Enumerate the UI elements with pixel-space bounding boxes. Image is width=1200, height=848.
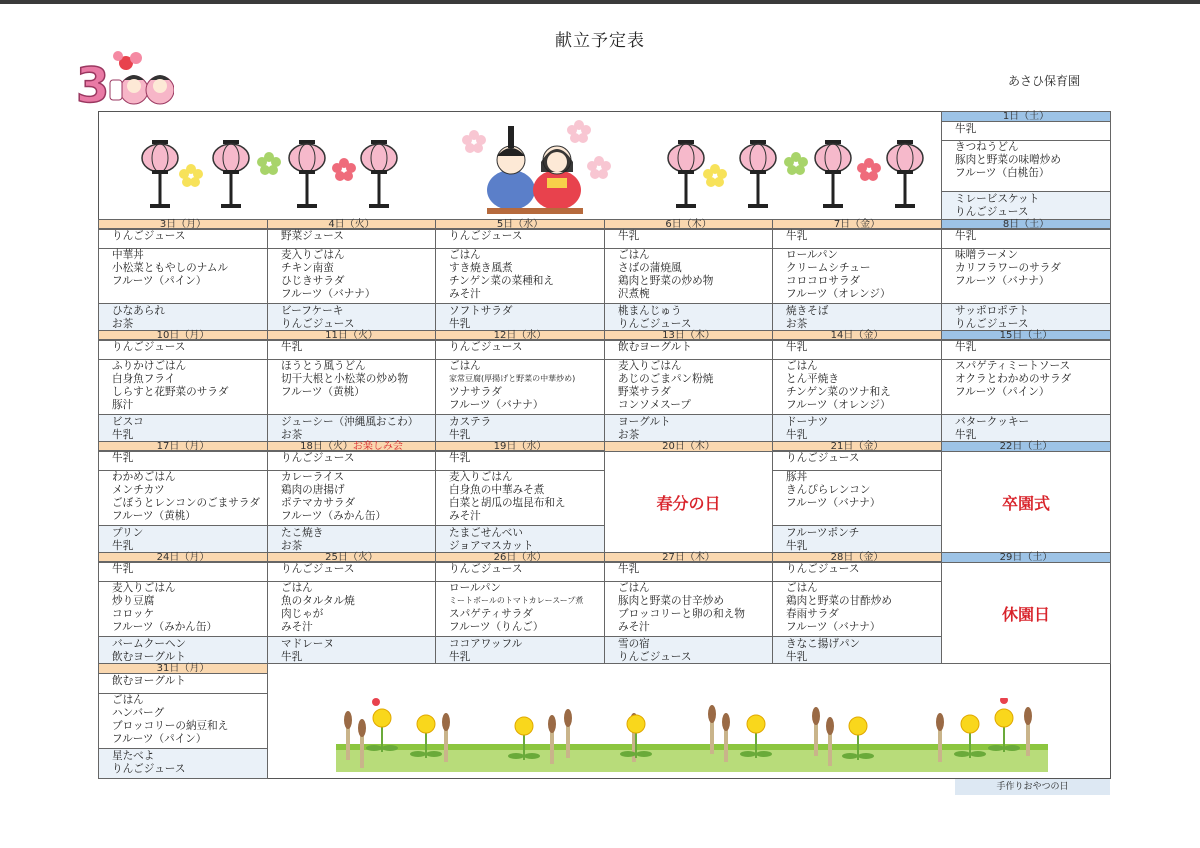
morning-drink: 野菜ジュース bbox=[281, 230, 344, 242]
snack-item: 牛乳 bbox=[112, 428, 134, 441]
lunch-item: 野菜サラダ bbox=[618, 386, 671, 398]
snack-item: 牛乳 bbox=[281, 650, 303, 663]
holiday-label: 卒園式 bbox=[1001, 494, 1050, 513]
lunch-item: フルーツ（バナナ） bbox=[786, 497, 881, 509]
lunch-item: きんぴらレンコン bbox=[786, 484, 871, 496]
morning-drink: りんごジュース bbox=[786, 452, 860, 464]
snack-item: りんごジュース bbox=[955, 205, 1029, 218]
lunch-item: スパゲティサラダ bbox=[449, 608, 533, 620]
lunch-item: オクラとわかめのサラダ bbox=[955, 373, 1072, 385]
lunch-item: 麦入りごはん bbox=[618, 360, 682, 372]
snack-item: お茶 bbox=[112, 317, 134, 330]
top-border bbox=[0, 0, 1200, 4]
snack-item: サッポロポテト bbox=[955, 305, 1029, 317]
snack-item: 牛乳 bbox=[786, 650, 808, 663]
hina-dolls-icon bbox=[487, 126, 583, 214]
lunch-item: 味噌ラーメン bbox=[955, 249, 1019, 261]
holiday-label: 春分の日 bbox=[656, 494, 721, 513]
morning-drink: 牛乳 bbox=[786, 230, 808, 242]
snack-item: ジョアマスカット bbox=[449, 539, 534, 552]
lunch-item: 白身魚フライ bbox=[112, 373, 176, 385]
lunch-item: フルーツ（りんご） bbox=[449, 621, 544, 633]
morning-drink: 牛乳 bbox=[618, 230, 640, 242]
day-header-d22: 22日（土） bbox=[941, 441, 1111, 452]
snack-item: りんごジュース bbox=[955, 317, 1029, 330]
lunch-item: ブロッコリーと卵の和え物 bbox=[618, 608, 745, 620]
snack-item: りんごジュース bbox=[112, 762, 186, 775]
snack-item: ココアワッフル bbox=[449, 638, 523, 650]
day-header-d31: 31日（月） bbox=[98, 663, 268, 674]
day-header-d7: 7日（金） bbox=[772, 219, 942, 230]
morning-drink: 飲むヨーグルト bbox=[112, 675, 186, 687]
holiday-cell-d29 bbox=[941, 562, 1111, 664]
lunch-item: ごはん bbox=[618, 249, 650, 261]
snack-item: 牛乳 bbox=[449, 317, 471, 330]
morning-drink: 牛乳 bbox=[112, 452, 134, 464]
day-header-d8: 8日（土） bbox=[941, 219, 1111, 230]
school-name: あさひ保育園 bbox=[1008, 74, 1081, 88]
lunch-item: フルーツ（黄桃） bbox=[281, 386, 365, 398]
day-header-d29: 29日（土） bbox=[941, 552, 1111, 563]
snack-item: お茶 bbox=[281, 539, 303, 552]
morning-drink: 牛乳 bbox=[786, 341, 808, 353]
snack-item: ヨーグルト bbox=[618, 416, 671, 428]
lunch-item: 鶏肉と野菜の甘酢炒め bbox=[786, 595, 892, 607]
lunch-item: 家常豆腐(厚揚げと野菜の中華炒め) bbox=[449, 374, 576, 383]
lunch-item: 豚丼 bbox=[786, 471, 808, 483]
lunch-item: 麦入りごはん bbox=[449, 471, 513, 483]
lunch-item: 肉じゃが bbox=[281, 608, 324, 620]
day-header-d21: 21日（金） bbox=[772, 441, 942, 452]
lunch-item: チンゲン菜のツナ和え bbox=[786, 386, 891, 398]
lunch-item: フルーツ（パイン） bbox=[112, 733, 207, 745]
lunch-item: カレーライス bbox=[281, 471, 345, 483]
lunch-item: とん平焼き bbox=[786, 373, 839, 385]
lunch-item: 中華丼 bbox=[112, 249, 144, 261]
morning-drink: 牛乳 bbox=[955, 341, 977, 353]
day-header-d6: 6日（木） bbox=[604, 219, 773, 230]
lunch-item: 炒り豆腐 bbox=[112, 595, 155, 607]
snack-item: 牛乳 bbox=[786, 539, 808, 552]
snack-item: 焼きそば bbox=[786, 305, 829, 317]
morning-drink: りんごジュース bbox=[281, 563, 355, 575]
day-header-d4: 4日（火） bbox=[267, 219, 436, 230]
morning-drink: りんごジュース bbox=[786, 563, 860, 575]
snack-item: カステラ bbox=[449, 416, 492, 428]
svg-text:3: 3 bbox=[76, 58, 110, 110]
lunch-item: ひじきサラダ bbox=[281, 275, 345, 287]
snack-item: バームクーヘン bbox=[112, 638, 187, 650]
lunch-item: フルーツ（パイン） bbox=[955, 386, 1050, 398]
lunch-item: ごはん bbox=[786, 360, 818, 372]
lunch-item: スパゲティミートソース bbox=[955, 360, 1071, 372]
morning-drink: りんごジュース bbox=[449, 230, 523, 242]
lunch-item: しらすと花野菜のサラダ bbox=[112, 386, 229, 398]
day-header-d5: 5日（水） bbox=[435, 219, 605, 230]
snack-item: ドーナツ bbox=[786, 416, 829, 428]
morning-drink: りんごジュース bbox=[112, 230, 186, 242]
morning-drink: りんごジュース bbox=[449, 563, 523, 575]
holiday-label: 休園日 bbox=[1001, 605, 1050, 624]
snack-item: ひなあられ bbox=[112, 305, 165, 317]
snack-item: 桃まんじゅう bbox=[618, 305, 682, 317]
lunch-item: コロコロサラダ bbox=[786, 275, 861, 287]
snack-item: プリン bbox=[112, 527, 144, 539]
day-header-d3: 3日（月） bbox=[98, 219, 268, 230]
day-header-d24: 24日（月） bbox=[98, 552, 268, 563]
snack-item: ミレービスケット bbox=[955, 193, 1040, 205]
lunch-item: 切干大根と小松菜の炒め物 bbox=[281, 373, 409, 385]
lunch-item: 白菜と胡瓜の塩昆布和え bbox=[449, 497, 566, 509]
day-header-d20: 20日（木） bbox=[604, 441, 773, 452]
lunch-item: 麦入りごはん bbox=[281, 249, 345, 261]
lunch-item: 沢煮椀 bbox=[618, 288, 650, 300]
day-header-d11: 11日（火） bbox=[267, 330, 436, 341]
lunch-item: すき焼き風煮 bbox=[449, 262, 513, 274]
lunch-item: ごはん bbox=[449, 360, 481, 372]
morning-drink: 飲むヨーグルト bbox=[618, 341, 692, 353]
lunch-item: きつねうどん bbox=[955, 141, 1019, 153]
lunch-item: ごはん bbox=[618, 582, 650, 594]
lunch-item: みそ汁 bbox=[281, 621, 313, 633]
day-header-d27: 27日（木） bbox=[604, 552, 773, 563]
lunch-item: ロールパン bbox=[786, 249, 839, 261]
lunch-item: フルーツ（みかん缶） bbox=[112, 621, 218, 633]
lunch-item: 豚肉と野菜の甘辛炒め bbox=[618, 595, 724, 607]
morning-drink: 牛乳 bbox=[112, 563, 134, 575]
day-header-d12: 12日（水） bbox=[435, 330, 605, 341]
snack-item: りんごジュース bbox=[618, 650, 692, 663]
snack-item: バタークッキー bbox=[955, 416, 1030, 428]
lunch-item: ハンバーグ bbox=[112, 707, 165, 719]
lunch-item: 豚肉と野菜の味噌炒め bbox=[955, 154, 1061, 166]
lunch-item: 麦入りごはん bbox=[112, 582, 176, 594]
day-header-d28: 28日（金） bbox=[772, 552, 942, 563]
decoration-banner bbox=[99, 112, 941, 218]
lunch-item: ブロッコリーの納豆和え bbox=[112, 720, 229, 732]
lunch-item: フルーツ（バナナ） bbox=[786, 621, 881, 633]
snack-item: お茶 bbox=[618, 428, 640, 441]
lunch-item: 魚のタルタル焼 bbox=[281, 595, 355, 607]
lunch-item: クリームシチュー bbox=[786, 262, 871, 274]
lunch-item: フルーツ（黄桃） bbox=[112, 510, 196, 522]
lunch-item: フルーツ（白桃缶） bbox=[955, 167, 1050, 179]
lunch-item: みそ汁 bbox=[449, 288, 481, 300]
day-header-d10: 10日（月） bbox=[98, 330, 268, 341]
lunch-item: ほうとう風うどん bbox=[281, 360, 366, 372]
snack-item: ジューシー（沖縄風おこわ） bbox=[281, 416, 419, 428]
lunch-item: ごはん bbox=[449, 249, 481, 261]
lunch-item: ミートボールのトマトカレースープ煮 bbox=[449, 596, 584, 605]
snack-item: お茶 bbox=[786, 317, 808, 330]
day-header-d26: 26日（水） bbox=[435, 552, 605, 563]
snack-item: 牛乳 bbox=[112, 539, 134, 552]
morning-drink: りんごジュース bbox=[449, 341, 523, 353]
lunch-item: あじのごまパン粉焼 bbox=[618, 373, 714, 385]
lunch-item: フルーツ（バナナ） bbox=[955, 275, 1050, 287]
lunch-item: ツナサラダ bbox=[449, 386, 502, 398]
lunch-item: コンソメスープ bbox=[618, 399, 691, 411]
lunch-item: ロールパン bbox=[449, 582, 502, 594]
morning-drink: 牛乳 bbox=[281, 341, 303, 353]
lunch-item: カリフラワーのサラダ bbox=[955, 262, 1061, 274]
lunch-item: ごはん bbox=[281, 582, 313, 594]
holiday-cell-d20 bbox=[604, 451, 773, 553]
lunch-item: フルーツ（みかん缶） bbox=[281, 510, 387, 522]
snack-item: 飲むヨーグルト bbox=[112, 650, 186, 663]
lunch-item: さばの蒲焼風 bbox=[618, 262, 682, 274]
lunch-item: ふりかけごはん bbox=[112, 360, 187, 372]
lunch-item: フルーツ（オレンジ） bbox=[786, 399, 891, 411]
morning-drink: りんごジュース bbox=[112, 341, 186, 353]
snack-item: ソフトサラダ bbox=[449, 305, 513, 317]
day-header-d13: 13日（木） bbox=[604, 330, 773, 341]
holiday-cell-d22 bbox=[941, 451, 1111, 553]
lunch-item: わかめごはん bbox=[112, 471, 176, 483]
lunch-item: フルーツ（バナナ） bbox=[281, 288, 376, 300]
snack-item: たこ焼き bbox=[281, 527, 324, 539]
snack-item: 星たべよ bbox=[112, 750, 155, 762]
page-title: 献立予定表 bbox=[555, 31, 645, 51]
snack-item: 牛乳 bbox=[786, 428, 808, 441]
morning-drink: 牛乳 bbox=[955, 230, 977, 242]
lunch-item: フルーツ（パイン） bbox=[112, 275, 207, 287]
lunch-item: ごぼうとレンコンのごまサラダ bbox=[112, 497, 260, 509]
lunch-item: メンチカツ bbox=[112, 484, 165, 496]
snack-item: フルーツポンチ bbox=[786, 527, 860, 539]
tsukushi-dandelion-border-icon bbox=[336, 698, 1048, 774]
snack-item: りんごジュース bbox=[618, 317, 692, 330]
lunch-item: 春雨サラダ bbox=[786, 608, 839, 620]
lunch-item: フルーツ（バナナ） bbox=[449, 399, 544, 411]
day-header-d17: 17日（月） bbox=[98, 441, 268, 452]
snack-item: ビスコ bbox=[112, 416, 144, 428]
morning-drink: りんごジュース bbox=[281, 452, 355, 464]
day-header-d19: 19日（水） bbox=[435, 441, 605, 452]
snack-item: 牛乳 bbox=[955, 428, 977, 441]
snack-item: きなこ揚げパン bbox=[786, 638, 861, 650]
event-label: お楽しみ会 bbox=[352, 441, 403, 452]
snack-item: マドレーヌ bbox=[281, 638, 334, 650]
lunch-item: ごはん bbox=[786, 582, 818, 594]
lunch-item: みそ汁 bbox=[618, 621, 650, 633]
lunch-item: チンゲン菜の菜種和え bbox=[449, 275, 554, 287]
day-label: 18日（火） bbox=[300, 441, 353, 452]
snack-item: 雪の宿 bbox=[618, 638, 650, 650]
day-header-d25: 25日（火） bbox=[267, 552, 436, 563]
lunch-item: 鶏肉の唐揚げ bbox=[281, 484, 345, 496]
lunch-item: 鶏肉と野菜の炒め物 bbox=[618, 275, 714, 287]
snack-item: 牛乳 bbox=[449, 428, 471, 441]
morning-drink: 牛乳 bbox=[449, 452, 471, 464]
lunch-item: 白身魚の中華みそ煮 bbox=[449, 484, 545, 496]
lunch-item: ポテマカサラダ bbox=[281, 497, 356, 509]
lunch-item: フルーツ（オレンジ） bbox=[786, 288, 891, 300]
day-header-d1: 1日（土） bbox=[941, 111, 1111, 122]
lunch-item: ごはん bbox=[112, 694, 144, 706]
day-header-d15: 15日（土） bbox=[941, 330, 1111, 341]
lunch-item: コロッケ bbox=[112, 608, 155, 620]
lunch-item: チキン南蛮 bbox=[281, 262, 334, 274]
snack-item: お茶 bbox=[281, 428, 303, 441]
homemade-snack-day-note: 手作りおやつの日 bbox=[955, 779, 1110, 795]
lunch-item: みそ汁 bbox=[449, 510, 481, 522]
snack-item: りんごジュース bbox=[281, 317, 355, 330]
snack-item: 牛乳 bbox=[449, 650, 471, 663]
snack-item: ビーフケーキ bbox=[281, 305, 344, 317]
snack-item: たまごせんべい bbox=[449, 527, 523, 539]
lunch-item: 豚汁 bbox=[112, 399, 134, 411]
day-header-d14: 14日（金） bbox=[772, 330, 942, 341]
morning-drink: 牛乳 bbox=[955, 123, 977, 135]
morning-drink: 牛乳 bbox=[618, 563, 640, 575]
march-3-logo-icon bbox=[74, 50, 174, 110]
lunch-item: 小松菜ともやしのナムル bbox=[112, 262, 229, 274]
